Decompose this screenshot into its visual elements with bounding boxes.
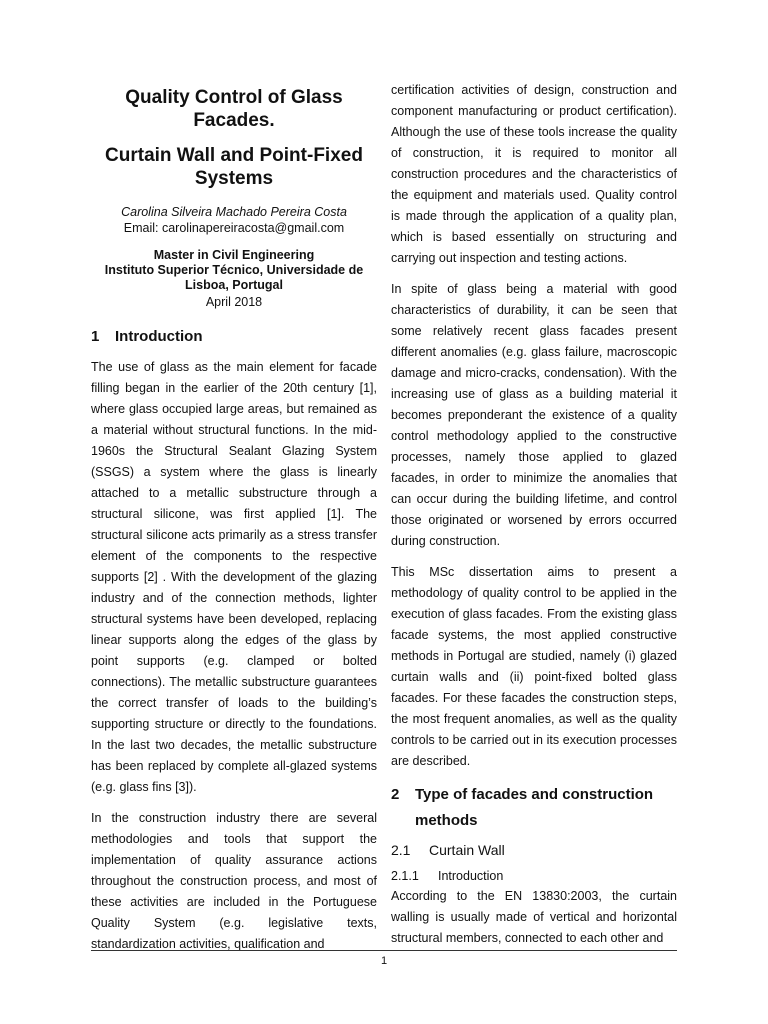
subsubsection-number: 2.1.1 [391,869,419,883]
subsection-title: Curtain Wall [429,842,505,858]
paragraph: certification activities of design, construction and component manufacturing or product certification). Although the use of these tools increase the quality of construction, it is required to monitor all construction procedures and the characteristics of the equipment and materials used. Quality control is made through the application of a quality plan, which is based essentially on structuring and carrying out inspection and testing actions. [391,83,677,265]
paragraph: In spite of glass being a material with good characteristics of durability, it can be seen that some relatively recent glass facades present different anomalies (e.g. glass failure, macroscopic damage and micro-cracks, condensation). With the increasing use of glass as a building material it becomes preponderant the existence of a quality control methodology applied to the constructive processes, namely those applied to glazed facades, in order to minimize the anomalies that can occur during the building lifetime, and control those originated or worsened by errors occurred during construction. [391,282,677,548]
right-column [391,80,677,949]
subsubsection-heading-introduction [391,866,677,886]
degree: Master in Civil Engineering [153,248,315,262]
paragraph: In the construction industry there are several methodologies and tools that support the implementation of quality assurance actions throughout the construction process, and most of these activities are included in the Portuguese Quality System (e.g. legislative texts, standardization activities, qualification and [91,811,377,951]
section-title: Type of facades and construction methods [415,786,654,829]
institution: Instituto Superior Técnico, Universidade de Lisboa, Portugal [104,263,364,292]
author-block [91,204,377,236]
section-number: 2 [391,786,400,803]
author-name: Carolina Silveira Machado Pereira Costa [121,205,347,219]
subsection-heading-curtain-wall [391,840,677,860]
paragraph: This MSc dissertation aims to present a methodology of quality control to be applied in the execution of glass facades. From the existing glass facade systems, the most applied constructive methods in Portugal are studied, namely (i) glazed curtain walls and (ii) point-fixed bolted glass facades. For these facades the construction steps, the most frequent anomalies, as well as the quality controls to be carried out in its execution processes are described. [391,565,677,768]
left-column [91,80,377,955]
date: April 2018 [205,295,263,309]
section-title: Introduction [115,328,203,345]
section-heading-introduction [91,327,377,347]
footer-rule [91,950,677,951]
subsection-number: 2.1 [391,842,411,858]
section-heading-facade-types [391,782,677,834]
subsubsection-title: Introduction [438,869,504,883]
title-line-1: Quality Control of Glass Facades. [125,87,343,131]
paragraph: According to the EN 13830:2003, the curtain walling is usually made of vertical and horizontal structural members, connected to each other and [391,889,677,945]
affiliation-block [91,248,377,293]
author-email: Email: carolinapereiracosta@gmail.com [123,221,345,235]
title-line-2: Curtain Wall and Point-Fixed Systems [105,145,363,189]
paragraph: The use of glass as the main element for facade filling began in the earlier of the 20th century [1], where glass occupied large areas, but remained as a material without structural functions. In the mid-1960s the Structural Sealant Glazing System (SSGS) a system where the glass is linearly attached to a metallic substructure through a structural silicone, was first applied [1]. The structural silicone acts primarily as a stress transfer element of the components to the respective supports [2] . With the development of the glazing industry and of the connection methods, lighter structural systems have been developed, replacing linear supports along the edges of the glass by point supports (e.g. clamped or bolted connections). The metallic substructure guarantees the correct transfer of loads to the building’s supporting structure or directly to the foundations. In the last two decades, the metallic substructure has been replaced by complete all-glazed systems (e.g. glass fins [3]). [91,360,377,794]
section-number: 1 [91,328,100,345]
page-number: 1 [380,955,388,967]
